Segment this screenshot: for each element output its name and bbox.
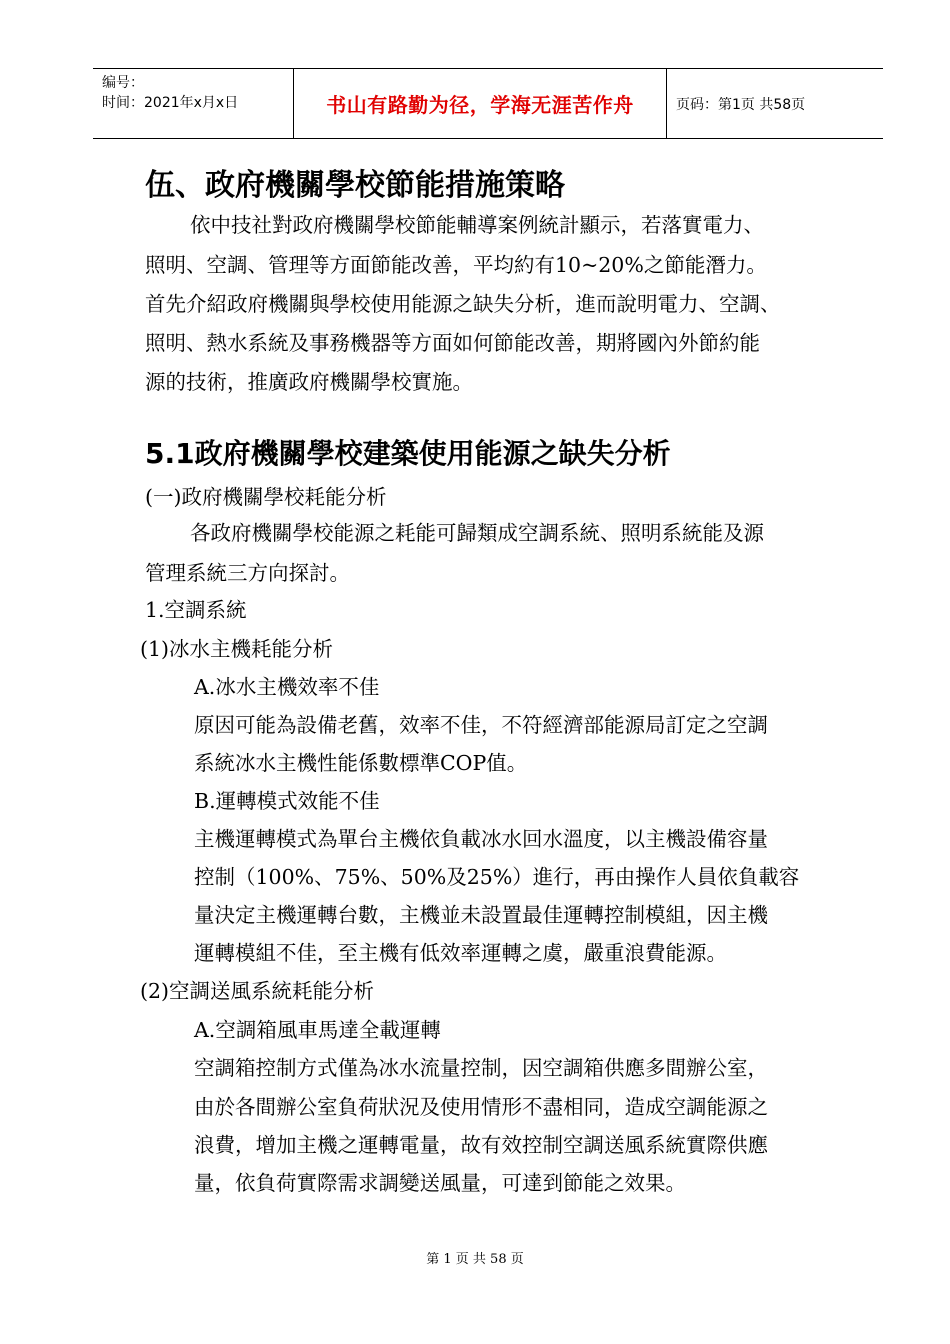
body-line: 系統冰水主機性能係數標準COP值。 (194, 751, 528, 775)
body-line: 原因可能為設備老舊，效率不佳，不符經濟部能源局訂定之空調 (194, 713, 768, 737)
body-line: (1)冰水主機耗能分析 (140, 637, 334, 661)
intro-line: 依中技社對政府機關學校節能輔導案例統計顯示，若落實電力、 (190, 213, 764, 237)
body-line: 量決定主機運轉台數，主機並未設置最佳運轉控制模組，因主機 (194, 903, 768, 927)
body-line: A.空調箱風車馬達全載運轉 (194, 1018, 441, 1042)
intro-line: 照明、空調、管理等方面節能改善，平均約有10~20%之節能潛力。 (145, 253, 767, 277)
motto-text: 书山有路勤为径，学海无涯苦作舟 (326, 93, 634, 117)
body-line: 浪費，增加主機之運轉電量，故有效控制空調送風系統實際供應 (194, 1133, 768, 1157)
intro-line: 首先介紹政府機關與學校使用能源之缺失分析，進而說明電力、空調、 (145, 292, 781, 316)
body-line: A.冰水主機效率不佳 (194, 675, 380, 699)
body-line: 運轉模組不佳，至主機有低效率運轉之虞，嚴重浪費能源。 (194, 941, 727, 965)
header-motto-cell (294, 69, 667, 138)
header-page-cell (667, 69, 883, 138)
header-meta-cell (93, 69, 294, 138)
page-footer: 第 1 页 共 58 页 (426, 1252, 524, 1267)
body-line: 空調箱控制方式僅為冰水流量控制，因空調箱供應多間辦公室， (194, 1056, 768, 1080)
body-line: 主機運轉模式為單台主機依負載冰水回水溫度，以主機設備容量 (194, 827, 768, 851)
body-line: (一)政府機關學校耗能分析 (145, 485, 387, 509)
body-line: 控制（100%、75%、50%及25%）進行，再由操作人員依負載容 (194, 865, 800, 889)
intro-line: 源的技術，推廣政府機關學校實施。 (145, 370, 473, 394)
serial-number-label: 编号： (102, 75, 144, 91)
page-info: 页码：第1页 共58页 (676, 96, 806, 113)
body-line: 量，依負荷實際需求調變送風量，可達到節能之效果。 (194, 1171, 686, 1195)
body-line: 管理系統三方向探討。 (145, 561, 350, 585)
body-line: 各政府機關學校能源之耗能可歸類成空調系統、照明系統能及源 (190, 521, 764, 545)
body-line: 1.空調系統 (145, 598, 247, 622)
body-line: (2)空調送風系統耗能分析 (140, 979, 375, 1003)
subsection-title: 5.1政府機關學校建築使用能源之缺失分析 (145, 437, 671, 470)
section-title: 伍、政府機關學校節能措施策略 (145, 168, 565, 203)
body-line: 由於各間辦公室負荷狀況及使用情形不盡相同，造成空調能源之 (194, 1095, 768, 1119)
intro-line: 照明、熱水系統及事務機器等方面如何節能改善，期將國內外節約能 (145, 331, 760, 355)
time-label: 时间：2021年x月x日 (102, 95, 239, 111)
document-header (93, 68, 883, 139)
body-line: B.運轉模式效能不佳 (194, 789, 380, 813)
